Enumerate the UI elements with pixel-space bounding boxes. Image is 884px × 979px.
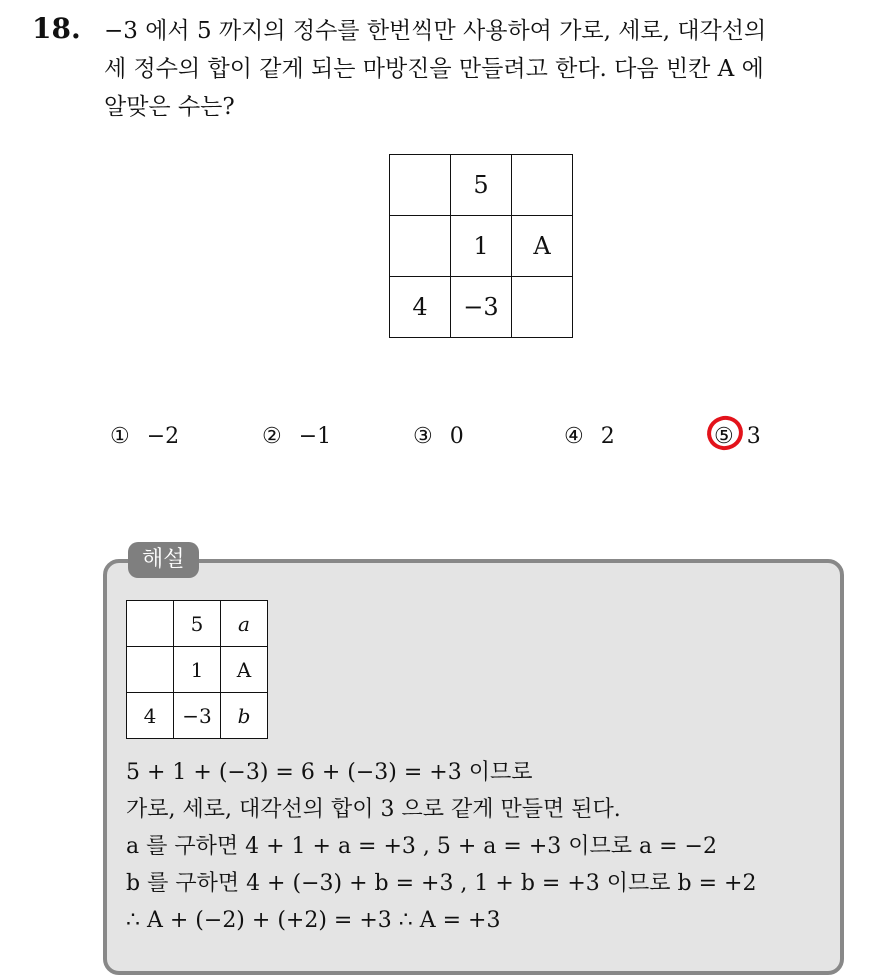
solution-line: 5 + 1 + (−3) = 6 + (−3) = +3 이므로	[126, 760, 533, 785]
choice-3[interactable]	[413, 424, 464, 449]
grid-cell-answer: A	[512, 216, 573, 277]
solution-grid	[126, 600, 268, 739]
grid-cell	[512, 277, 573, 338]
solution-line: b 를 구하면 4 + (−3) + b = +3 , 1 + b = +3 이므로 b = +2	[126, 871, 757, 896]
choice-value: −1	[298, 424, 332, 449]
grid-cell	[390, 216, 451, 277]
choice-mark: ②	[262, 424, 282, 449]
choice-4[interactable]	[564, 424, 615, 449]
question-number: 18.	[32, 12, 81, 45]
choice-mark: ④	[564, 424, 584, 449]
answer-choices	[0, 424, 884, 460]
solution-grid-cell: 4	[127, 693, 174, 739]
question-line: 알맞은 수는?	[104, 94, 235, 120]
choice-value: −2	[146, 424, 180, 449]
solution-line: a 를 구하면 4 + 1 + a = +3 , 5 + a = +3 이므로 a = −2	[126, 834, 717, 859]
grid-cell	[512, 155, 573, 216]
solution-grid-cell: 5	[174, 601, 221, 647]
grid-cell: −3	[451, 277, 512, 338]
solution-grid-cell: b	[221, 693, 268, 739]
solution-grid-cell: −3	[174, 693, 221, 739]
grid-cell: 5	[451, 155, 512, 216]
solution-grid-cell: a	[221, 601, 268, 647]
solution-grid-cell	[127, 601, 174, 647]
choice-value: 3	[746, 424, 761, 449]
solution-grid-cell: A	[221, 647, 268, 693]
choice-value: 2	[600, 424, 615, 449]
question-line: −3 에서 5 까지의 정수를 한번씩만 사용하여 가로, 세로, 대각선의	[104, 18, 767, 44]
choice-value: 0	[449, 424, 464, 449]
question-line: 세 정수의 합이 같게 되는 마방진을 만들려고 한다. 다음 빈칸 A 에	[104, 56, 764, 82]
solution-tag: 해설	[128, 542, 199, 578]
grid-cell: 1	[451, 216, 512, 277]
magic-square-grid	[389, 154, 573, 338]
solution-text	[126, 754, 756, 939]
choice-mark: ③	[413, 424, 433, 449]
choice-mark: ①	[110, 424, 130, 449]
solution-grid-cell: 1	[174, 647, 221, 693]
solution-line: 가로, 세로, 대각선의 합이 3 으로 같게 만들면 된다.	[126, 797, 621, 822]
question-text	[104, 12, 864, 126]
choice-1[interactable]	[110, 424, 179, 449]
grid-cell: 4	[390, 277, 451, 338]
solution-line: ∴ A + (−2) + (+2) = +3 ∴ A = +3	[126, 908, 501, 933]
grid-cell	[390, 155, 451, 216]
choice-mark: ⑤	[714, 424, 734, 449]
solution-grid-cell	[127, 647, 174, 693]
choice-2[interactable]	[262, 424, 331, 449]
